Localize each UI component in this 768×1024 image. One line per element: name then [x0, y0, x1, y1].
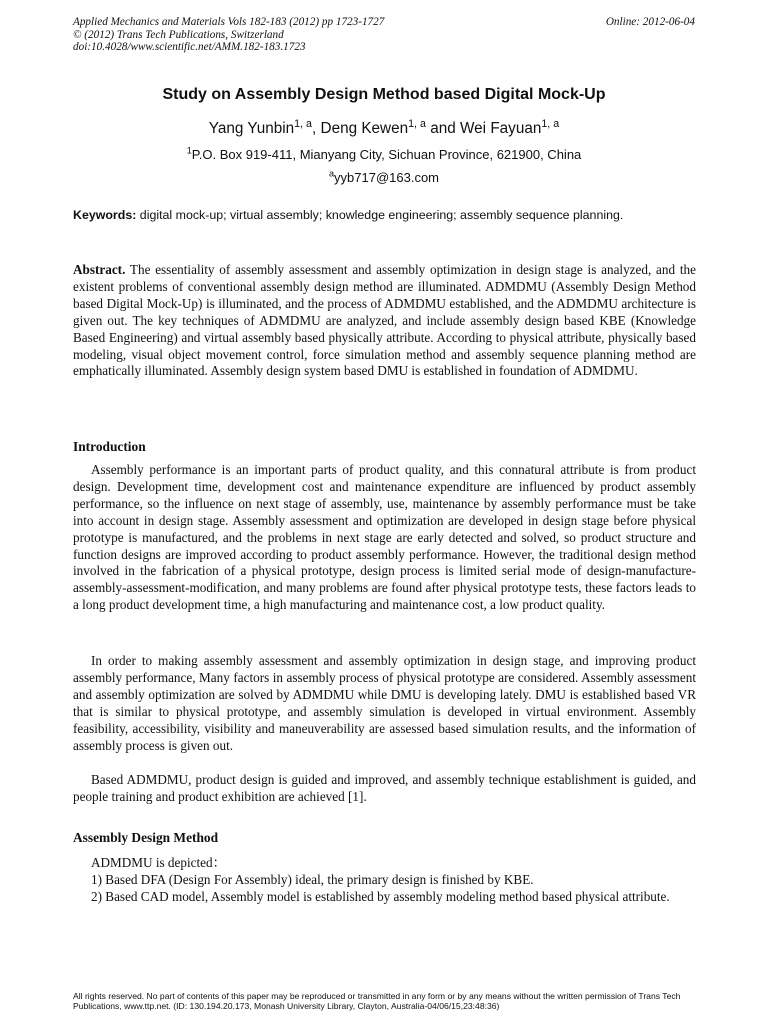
author-name: Wei Fayuan	[460, 120, 542, 137]
author-affiliation-mark: 1, a	[541, 117, 560, 130]
affiliation	[73, 147, 695, 162]
author-name: Yang Yunbin	[208, 120, 295, 137]
copyright-line: © (2012) Trans Tech Publications, Switzerland	[73, 28, 284, 41]
email-address[interactable]: yyb717@163.com	[334, 170, 440, 185]
keywords-block	[73, 208, 695, 224]
copyright-footer: All rights reserved. No part of contents of this paper may be reproduced or transmitted in any form or by any means without the written permission of Trans Tech Publications, www.ttp.net. (ID: 130.194.20.173, Monash University Library, Clayton, Australia-04/06/15,23:48:36)	[73, 991, 681, 1011]
list-item: 2) Based CAD model, Assembly model is established by assembly modeling method based physical attribute.	[91, 888, 670, 904]
introduction-paragraph: Assembly performance is an important parts of product quality, and this connatural attribute is from product design. Development time, development cost and maintenance expenditure are influenced by product assembly performance, so the influence on next stage of assembly, use, maintenance by assembly performance must be take into account in design stage. Assembly assessment and optimization are developed in design stage before physical prototype is manufactured, and the problems in next stage are early detected and solved, so product structure and function designs are improved according to product assembly performance. However, the traditional design method involved in the fabrication of a physical prototype, design process is limited serial mode of design-manufacture-assembly-assessment-modification, and many problems are found after physical prototype tests, these factors leads to a long product development time, a high manufacturing and maintenance cost, a low product quality.	[73, 462, 696, 613]
list-item: 1) Based DFA (Design For Assembly) ideal, the primary design is finished by KBE.	[91, 871, 534, 887]
assembly-design-list	[73, 855, 696, 906]
keywords-label: Keywords:	[73, 208, 137, 222]
abstract-label: Abstract.	[73, 262, 126, 277]
keywords-text: digital mock-up; virtual assembly; knowledge engineering; assembly sequence planning.	[136, 208, 624, 222]
paper-title: Study on Assembly Design Method based Digital Mock-Up	[162, 86, 606, 103]
affiliation-text: P.O. Box 919-411, Mianyang City, Sichuan Province, 621900, China	[191, 147, 582, 162]
affiliation-mark: 1	[186, 145, 192, 156]
author-affiliation-mark: 1, a	[408, 117, 426, 130]
abstract-text: The essentiality of assembly assessment and assembly optimization in design stage is analyzed, and the existent problems of conventional assembly design method are illuminated. ADMDMU (Assembly Design Method based Digital Mock-Up) is illuminated, and the process of ADMDMU established, and the ADMDMU architecture is given out. The key techniques of ADMDMU are analyzed, and include assembly design based KBE (Knowledge Based Engineering) and virtual assembly based physically attribute. According to physical attribute, physically based modeling, visual object movement control, force simulation method and assembly sequence planning method are emphatically illuminated. Assembly design system based DMU is established in foundation of ADMDMU.	[73, 262, 696, 379]
author-email	[73, 170, 695, 185]
author-list	[73, 117, 695, 138]
author-separator: and	[425, 120, 460, 137]
author-affiliation-mark: 1, a	[294, 117, 313, 130]
section-heading-assembly-design-method: Assembly Design Method	[73, 830, 219, 845]
introduction-paragraph: In order to making assembly assessment and assembly optimization in design stage, and improving product assembly performance, Many factors in assembly process of physical prototype are considered. Assembly assessment and assembly optimization are solved by ADMDMU while DMU is developing lately. DMU is established based VR that is similar to physical prototype, and assembly simulation is developed in virtual environment. Assembly feasibility, accessibility, visibility and maneuverability are assessed based simulation results, and the information of assembly process is given out.	[73, 653, 696, 753]
email-mark: a	[328, 168, 335, 179]
doi-line: doi:10.4028/www.scientific.net/AMM.182-183.1723	[73, 41, 306, 54]
author-name: Deng Kewen	[320, 120, 409, 137]
journal-header	[73, 16, 384, 54]
author-separator: ,	[312, 120, 321, 137]
abstract-block	[73, 262, 696, 380]
list-item: ADMDMU is depicted：	[91, 855, 226, 870]
online-date: Online: 2012-06-04	[605, 16, 695, 28]
introduction-paragraph: Based ADMDMU, product design is guided and improved, and assembly technique establishment is guided, and people training and product exhibition are achieved [1].	[73, 772, 696, 804]
section-heading-introduction: Introduction	[73, 439, 146, 454]
journal-citation: Applied Mechanics and Materials Vols 182-183 (2012) pp 1723-1727	[73, 16, 385, 28]
